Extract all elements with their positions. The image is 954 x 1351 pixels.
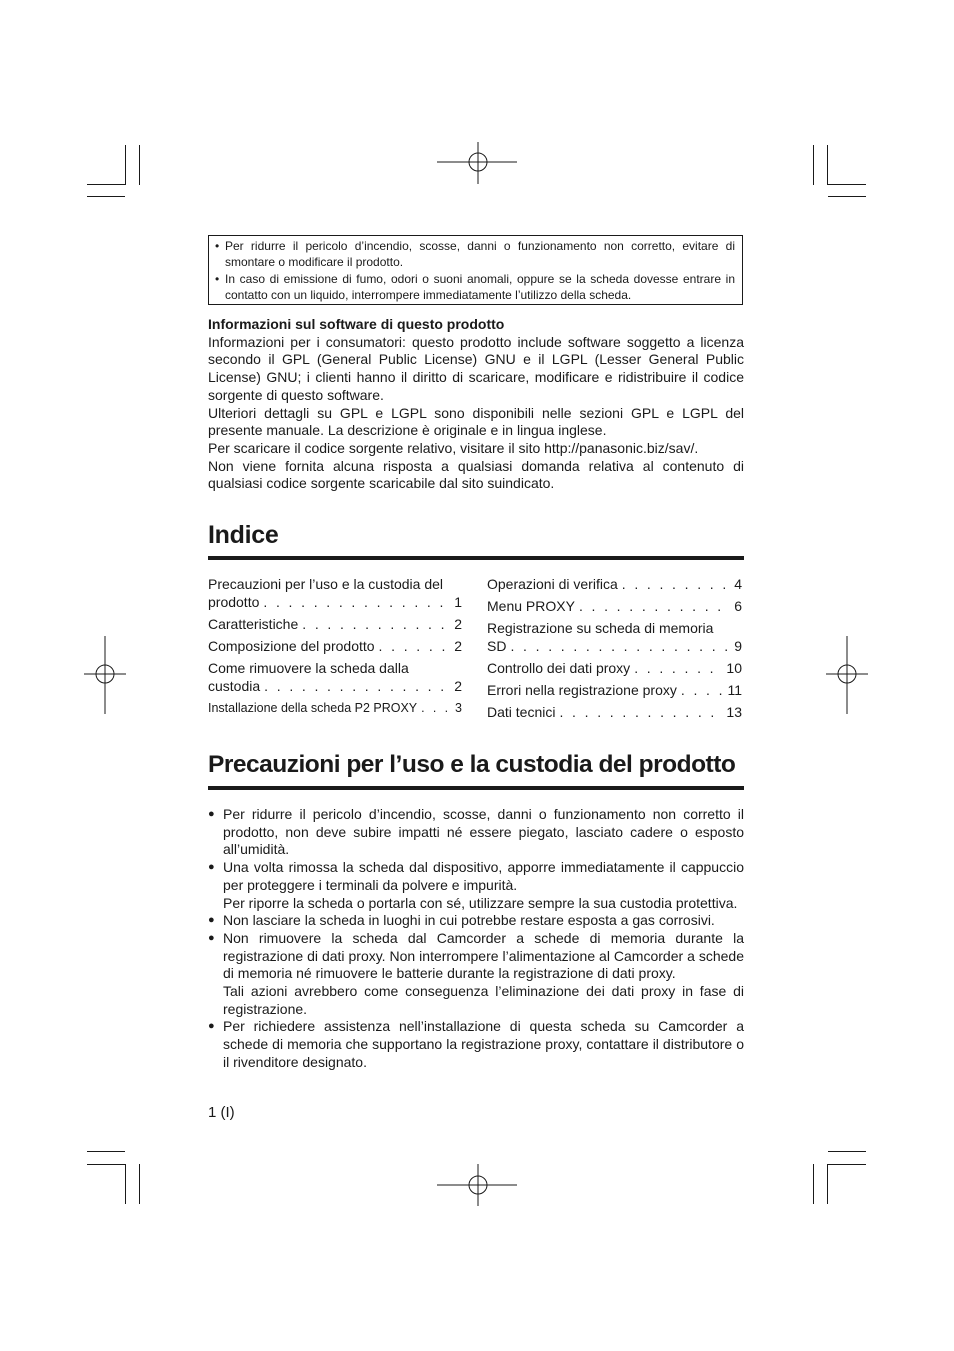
crop-mark — [828, 1151, 866, 1152]
toc-entry[interactable] — [208, 615, 462, 633]
dot-leader — [263, 593, 450, 611]
crop-mark — [813, 145, 814, 185]
warning-item: • Per ridurre il pericolo d’incendio, scosse, danni o funzionamento non corretto, evitare di smontare o modificare il prodotto. — [215, 239, 735, 270]
crop-mark — [125, 145, 126, 185]
registration-mark — [437, 142, 517, 184]
list-item: ● Non rimuovere la scheda dal Camcorder a schede di memoria durante la registrazione di dati proxy. Non interrompere l’alimentazione al Camcorder a schede di memoria né rimuovere le batterie durante la registrazione di dati proxy. — [208, 929, 744, 982]
paragraph: Non viene fornita alcuna risposta a qualsiasi domanda relativa al contenuto di qualsiasi codice sorgente scaricabile dal sito suindicato. — [208, 457, 744, 492]
crop-mark — [828, 184, 866, 185]
toc-entry-label: Operazioni di verifica — [487, 576, 618, 592]
crop-mark — [87, 184, 125, 185]
warning-box — [208, 235, 743, 305]
toc-entry-label: Caratteristiche — [208, 616, 299, 632]
crop-mark — [827, 1164, 828, 1204]
toc-entry-label: Precauzioni per l’uso e la custodia del — [208, 576, 444, 592]
list-item-continuation: Per riporre la scheda o portarla con sé, utilizzare sempre la sua custodia protettiva. — [223, 894, 738, 911]
toc-entry[interactable] — [208, 637, 462, 655]
page-number: 1 (I) — [208, 1104, 235, 1121]
registration-mark — [84, 636, 126, 714]
toc-entry[interactable] — [487, 597, 742, 615]
software-info-section — [208, 316, 744, 493]
crop-mark — [828, 1164, 866, 1165]
warning-item: • In caso di emissione di fumo, odori o suoni anomali, oppure se la scheda dovesse entrare in contatto con un liquido, interrompere immediatamente l’utilizzo della scheda. — [215, 271, 735, 302]
dot-leader — [559, 703, 722, 721]
toc-entry-label: Installazione della scheda P2 PROXY — [208, 701, 418, 715]
list-item: ● Non lasciare la scheda in luoghi in cui potrebbe restare esposta a gas corrosivi. — [208, 912, 715, 929]
toc-entry-label: Dati tecnici — [487, 704, 556, 720]
toc-entry[interactable] — [487, 703, 742, 721]
toc-page-number: 10 — [726, 660, 742, 676]
paragraph: Ulteriori dettagli su GPL e LGPL sono disponibili nelle sezioni GPL e LGPL del presente manuale. La descrizione è originale e in lingua inglese. — [208, 404, 744, 439]
bullet: ● — [208, 808, 215, 820]
bullet: ● — [208, 914, 215, 927]
toc-page-number: 2 — [454, 638, 462, 654]
toc-entry[interactable] — [487, 575, 742, 593]
crop-mark — [87, 1164, 125, 1165]
toc-entry-label: prodotto — [208, 594, 260, 610]
list-item: ● Per richiedere assistenza nell’installazione di questa scheda su Camcorder a schede di memoria che supportano la registrazione proxy, contattare il distributore o il rivenditore designato. — [208, 1018, 744, 1070]
crop-mark — [87, 1151, 125, 1152]
list-item: ● Per ridurre il pericolo d’incendio, scosse, danni o funzionamento non corretto il prodotto, non deve subire impatti né essere piegato, lasciato cadere o esposto all’umidità. — [208, 806, 744, 858]
toc-page-number: 2 — [454, 678, 462, 694]
crop-mark — [139, 1164, 140, 1204]
toc-page-number: 2 — [454, 616, 462, 632]
toc-title: Indice — [208, 520, 744, 560]
toc-entry-label: Menu PROXY — [487, 598, 575, 614]
toc-page-number: 4 — [734, 576, 742, 592]
dot-leader — [264, 677, 450, 695]
toc-page-number: 1 — [454, 594, 462, 610]
paragraph: Per scaricare il codice sorgente relativo, visitare il sito http://panasonic.biz/sav/. — [208, 439, 699, 456]
bullet: ● — [208, 931, 215, 944]
toc-page-number: 11 — [727, 682, 742, 698]
toc-page-number: 13 — [726, 704, 742, 720]
toc-entry[interactable] — [487, 659, 742, 677]
bullet: • — [215, 239, 220, 253]
crop-mark — [827, 145, 828, 185]
toc-entry-label: SD — [487, 638, 507, 654]
crop-mark — [813, 1164, 814, 1204]
dot-leader — [681, 681, 724, 699]
list-item-continuation: Tali azioni avrebbero come conseguenza l’eliminazione dei dati proxy in fase di registrazione. — [223, 983, 744, 1017]
software-info-heading: Informazioni sul software di questo prodotto — [208, 316, 505, 332]
toc-entry[interactable] — [208, 575, 462, 611]
toc-entry-label: Controllo dei dati proxy — [487, 660, 631, 676]
toc-page-number: 6 — [734, 598, 742, 614]
bullet: • — [215, 271, 220, 286]
dot-leader — [622, 575, 730, 593]
dot-leader — [379, 637, 451, 655]
bullet: ● — [208, 861, 215, 874]
toc-entry-label: Errori nella registrazione proxy — [487, 682, 677, 698]
toc-entry-label: Registrazione su scheda di memoria — [487, 620, 714, 636]
registration-mark — [437, 1164, 517, 1206]
toc-entry[interactable] — [487, 681, 742, 699]
bullet: ● — [208, 1020, 215, 1033]
crop-mark — [139, 145, 140, 185]
dot-leader — [421, 699, 451, 717]
toc-entry[interactable] — [208, 699, 462, 717]
crop-mark — [828, 196, 866, 197]
dot-leader — [634, 659, 722, 677]
precautions-title: Precauzioni per l’uso e la custodia del prodotto — [208, 750, 744, 790]
toc-column-right — [487, 575, 742, 725]
paragraph: Informazioni per i consumatori: questo prodotto include software soggetto a licenza secondo il GPL (General Public License) GNU e il LGPL (Lesser General Public License) GNU; i clienti hanno il diritto di scaricare, modificare e ridistribuire il codice sorgente di questo software. — [208, 333, 744, 403]
toc-entry-label: custodia — [208, 678, 261, 694]
list-item: ● Una volta rimossa la scheda dal dispositivo, apporre immediatamente il cappuccio per proteggere i terminali da polvere e impurità. — [208, 859, 744, 893]
toc-page-number: 3 — [455, 701, 462, 715]
crop-mark — [87, 196, 125, 197]
toc-page-number: 9 — [734, 638, 742, 654]
dot-leader — [510, 637, 730, 655]
toc-column-left — [208, 575, 462, 721]
dot-leader — [579, 597, 730, 615]
toc-entry-label: Composizione del prodotto — [208, 638, 375, 654]
registration-mark — [826, 636, 868, 714]
precautions-list — [208, 806, 744, 1072]
dot-leader — [302, 615, 450, 633]
crop-mark — [125, 1164, 126, 1204]
toc-entry-label: Come rimuovere la scheda dalla — [208, 660, 409, 676]
toc-entry[interactable] — [487, 619, 742, 655]
toc-entry[interactable] — [208, 659, 462, 695]
